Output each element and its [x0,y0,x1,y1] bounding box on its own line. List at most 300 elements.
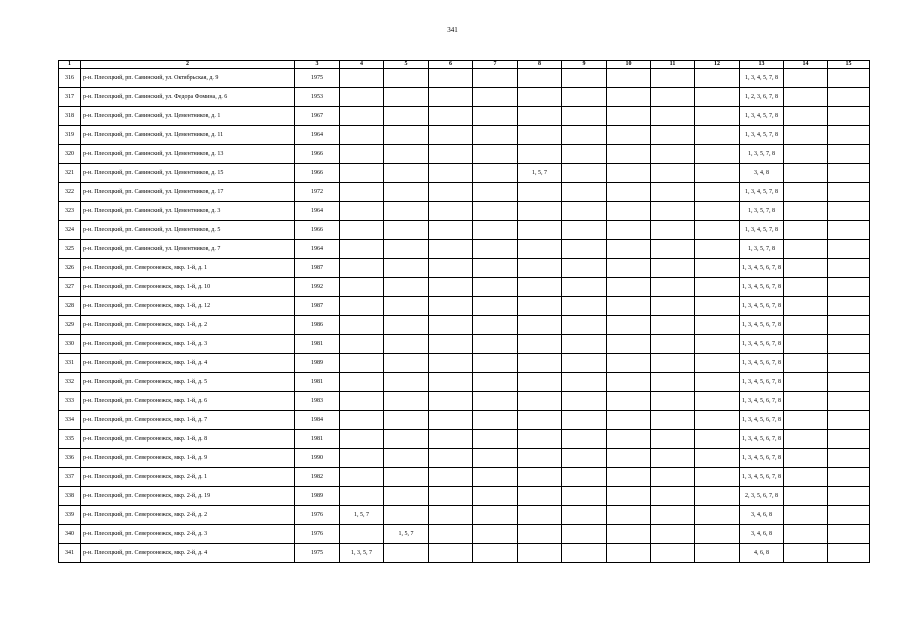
col-8-cell [518,126,562,145]
col-10-cell [607,525,651,544]
col-12-cell [695,373,740,392]
table-row [59,164,870,183]
address-cell: р-н. Плесецкий, рп. Североонежск, мкр. 1-й, д. 3 [81,335,295,354]
col-7-cell [473,373,518,392]
col-9-cell [562,468,607,487]
col-9-cell [562,183,607,202]
col-7-cell [473,506,518,525]
col-7-cell [473,278,518,297]
year-cell: 1982 [295,468,340,487]
table-row [59,69,870,88]
col-11-cell [651,69,695,88]
column-header: 7 [473,61,518,69]
col-10-cell [607,373,651,392]
row-number-cell: 338 [59,487,81,506]
row-number-cell: 336 [59,449,81,468]
year-cell: 1964 [295,240,340,259]
col-10-cell [607,278,651,297]
col-14-cell [784,430,828,449]
col-11-cell [651,487,695,506]
row-number-cell: 332 [59,373,81,392]
col-13-cell: 1, 3, 4, 5, 6, 7, 8 [740,335,784,354]
col-15-cell [828,240,870,259]
col-9-cell [562,449,607,468]
col-6-cell [429,506,473,525]
col-9-cell [562,373,607,392]
col-14-cell [784,544,828,563]
col-13-cell: 1, 3, 4, 5, 6, 7, 8 [740,392,784,411]
col-15-cell [828,392,870,411]
year-cell: 1987 [295,297,340,316]
col-14-cell [784,107,828,126]
col-15-cell [828,202,870,221]
col-8-cell [518,544,562,563]
col-6-cell [429,392,473,411]
col-8-cell [518,392,562,411]
address-cell: р-н. Плесецкий, рп. Североонежск, мкр. 2-й, д. 1 [81,468,295,487]
col-5-cell [384,468,429,487]
col-9-cell [562,221,607,240]
address-cell: р-н. Плесецкий, рп. Североонежск, мкр. 2-й, д. 2 [81,506,295,525]
col-5-cell [384,392,429,411]
col-11-cell [651,202,695,221]
column-header: 10 [607,61,651,69]
address-cell: р-н. Плесецкий, рп. Савинский, ул. Цементников, д. 11 [81,126,295,145]
col-15-cell [828,354,870,373]
row-number-cell: 331 [59,354,81,373]
col-6-cell [429,335,473,354]
row-number-cell: 316 [59,69,81,88]
table-body [59,69,870,563]
col-7-cell [473,430,518,449]
col-15-cell [828,297,870,316]
year-cell: 1986 [295,316,340,335]
col-12-cell [695,487,740,506]
col-11-cell [651,316,695,335]
col-10-cell [607,126,651,145]
col-13-cell: 1, 3, 4, 5, 6, 7, 8 [740,316,784,335]
col-7-cell [473,69,518,88]
col-8-cell [518,107,562,126]
col-11-cell [651,506,695,525]
col-5-cell [384,183,429,202]
col-12-cell [695,278,740,297]
col-4-cell: 1, 3, 5, 7 [340,544,384,563]
col-12-cell [695,107,740,126]
col-12-cell [695,240,740,259]
col-12-cell [695,449,740,468]
col-12-cell [695,316,740,335]
col-7-cell [473,392,518,411]
col-6-cell [429,278,473,297]
col-6-cell [429,145,473,164]
column-header: 2 [81,61,295,69]
year-cell: 1987 [295,259,340,278]
col-7-cell [473,544,518,563]
col-11-cell [651,107,695,126]
year-cell: 1966 [295,164,340,183]
address-cell: р-н. Плесецкий, рп. Савинский, ул. Цементников, д. 15 [81,164,295,183]
col-14-cell [784,525,828,544]
col-4-cell [340,297,384,316]
col-12-cell [695,411,740,430]
col-4-cell [340,278,384,297]
col-12-cell [695,544,740,563]
col-4-cell [340,392,384,411]
year-cell: 1992 [295,278,340,297]
col-13-cell: 1, 3, 4, 5, 6, 7, 8 [740,278,784,297]
col-8-cell [518,202,562,221]
col-4-cell [340,107,384,126]
address-cell: р-н. Плесецкий, рп. Североонежск, мкр. 1-й, д. 10 [81,278,295,297]
col-6-cell [429,240,473,259]
row-number-cell: 317 [59,88,81,107]
address-cell: р-н. Плесецкий, рп. Североонежск, мкр. 2-й, д. 19 [81,487,295,506]
col-7-cell [473,164,518,183]
col-5-cell [384,449,429,468]
header-row [59,61,870,69]
col-12-cell [695,88,740,107]
col-14-cell [784,411,828,430]
address-cell: р-н. Плесецкий, рп. Североонежск, мкр. 1-й, д. 5 [81,373,295,392]
col-5-cell [384,544,429,563]
col-4-cell: 1, 5, 7 [340,506,384,525]
col-7-cell [473,411,518,430]
col-12-cell [695,202,740,221]
col-5-cell [384,316,429,335]
col-4-cell [340,88,384,107]
col-10-cell [607,506,651,525]
col-13-cell: 1, 3, 4, 5, 7, 8 [740,221,784,240]
col-14-cell [784,183,828,202]
table-row [59,202,870,221]
col-9-cell [562,107,607,126]
table-row [59,278,870,297]
row-number-cell: 337 [59,468,81,487]
col-12-cell [695,506,740,525]
col-8-cell [518,430,562,449]
col-8-cell [518,145,562,164]
address-cell: р-н. Плесецкий, рп. Североонежск, мкр. 1-й, д. 2 [81,316,295,335]
col-11-cell [651,373,695,392]
year-cell: 1981 [295,373,340,392]
col-13-cell: 1, 3, 4, 5, 6, 7, 8 [740,354,784,373]
col-6-cell [429,183,473,202]
col-8-cell [518,487,562,506]
col-7-cell [473,525,518,544]
col-14-cell [784,69,828,88]
page-number: 341 [447,26,458,34]
col-10-cell [607,316,651,335]
address-cell: р-н. Плесецкий, рп. Североонежск, мкр. 1-й, д. 8 [81,430,295,449]
col-11-cell [651,392,695,411]
col-4-cell [340,164,384,183]
col-8-cell [518,354,562,373]
year-cell: 1981 [295,430,340,449]
col-9-cell [562,335,607,354]
row-number-cell: 339 [59,506,81,525]
col-14-cell [784,278,828,297]
col-13-cell: 3, 4, 6, 8 [740,506,784,525]
col-6-cell [429,373,473,392]
col-5-cell [384,126,429,145]
col-8-cell [518,88,562,107]
col-9-cell [562,202,607,221]
col-15-cell [828,164,870,183]
column-header: 12 [695,61,740,69]
column-header: 1 [59,61,81,69]
col-10-cell [607,164,651,183]
year-cell: 1967 [295,107,340,126]
col-12-cell [695,392,740,411]
col-9-cell [562,430,607,449]
col-6-cell [429,525,473,544]
row-number-cell: 326 [59,259,81,278]
col-8-cell: 1, 5, 7 [518,164,562,183]
col-10-cell [607,69,651,88]
col-12-cell [695,354,740,373]
table-row [59,145,870,164]
col-7-cell [473,449,518,468]
table-row [59,259,870,278]
col-6-cell [429,487,473,506]
col-9-cell [562,354,607,373]
col-13-cell: 1, 3, 4, 5, 6, 7, 8 [740,430,784,449]
col-10-cell [607,88,651,107]
col-8-cell [518,525,562,544]
col-5-cell [384,221,429,240]
col-5-cell [384,164,429,183]
col-7-cell [473,335,518,354]
col-13-cell: 1, 3, 4, 5, 7, 8 [740,69,784,88]
col-14-cell [784,506,828,525]
col-15-cell [828,107,870,126]
col-10-cell [607,544,651,563]
col-15-cell [828,69,870,88]
col-10-cell [607,202,651,221]
col-8-cell [518,221,562,240]
row-number-cell: 318 [59,107,81,126]
col-5-cell [384,69,429,88]
column-header: 3 [295,61,340,69]
table-row [59,221,870,240]
table-row [59,183,870,202]
col-6-cell [429,107,473,126]
address-cell: р-н. Плесецкий, рп. Североонежск, мкр. 1-й, д. 1 [81,259,295,278]
col-11-cell [651,126,695,145]
address-cell: р-н. Плесецкий, рп. Североонежск, мкр. 1-й, д. 7 [81,411,295,430]
col-13-cell: 1, 3, 4, 5, 6, 7, 8 [740,411,784,430]
address-cell: р-н. Плесецкий, рп. Североонежск, мкр. 2-й, д. 4 [81,544,295,563]
col-6-cell [429,354,473,373]
col-4-cell [340,468,384,487]
col-8-cell [518,316,562,335]
col-5-cell [384,354,429,373]
col-10-cell [607,221,651,240]
col-7-cell [473,145,518,164]
address-cell: р-н. Плесецкий, рп. Североонежск, мкр. 1-й, д. 9 [81,449,295,468]
col-7-cell [473,468,518,487]
col-10-cell [607,487,651,506]
col-15-cell [828,525,870,544]
address-cell: р-н. Плесецкий, рп. Савинский, ул. Цементников, д. 5 [81,221,295,240]
col-9-cell [562,506,607,525]
year-cell: 1989 [295,487,340,506]
col-13-cell: 3, 4, 8 [740,164,784,183]
col-12-cell [695,259,740,278]
table-row [59,240,870,259]
col-9-cell [562,544,607,563]
col-5-cell [384,202,429,221]
col-6-cell [429,468,473,487]
col-5-cell [384,430,429,449]
table-row [59,487,870,506]
col-10-cell [607,335,651,354]
column-header: 11 [651,61,695,69]
col-4-cell [340,221,384,240]
col-6-cell [429,69,473,88]
table-row [59,88,870,107]
col-11-cell [651,278,695,297]
col-4-cell [340,373,384,392]
row-number-cell: 327 [59,278,81,297]
col-14-cell [784,487,828,506]
col-10-cell [607,240,651,259]
col-9-cell [562,525,607,544]
col-14-cell [784,468,828,487]
col-7-cell [473,126,518,145]
column-header: 5 [384,61,429,69]
col-9-cell [562,487,607,506]
col-4-cell [340,487,384,506]
col-9-cell [562,259,607,278]
col-13-cell: 1, 3, 4, 5, 7, 8 [740,107,784,126]
col-14-cell [784,335,828,354]
col-15-cell [828,126,870,145]
col-15-cell [828,88,870,107]
col-14-cell [784,392,828,411]
col-7-cell [473,202,518,221]
col-12-cell [695,430,740,449]
col-7-cell [473,240,518,259]
col-12-cell [695,297,740,316]
col-8-cell [518,506,562,525]
table-row [59,506,870,525]
col-13-cell: 1, 3, 5, 7, 8 [740,202,784,221]
col-14-cell [784,316,828,335]
col-9-cell [562,69,607,88]
col-4-cell [340,183,384,202]
address-cell: р-н. Плесецкий, рп. Североонежск, мкр. 1-й, д. 6 [81,392,295,411]
col-13-cell: 1, 3, 4, 5, 7, 8 [740,126,784,145]
year-cell: 1964 [295,202,340,221]
col-14-cell [784,145,828,164]
col-4-cell [340,145,384,164]
row-number-cell: 330 [59,335,81,354]
col-9-cell [562,126,607,145]
col-5-cell [384,506,429,525]
table-row [59,525,870,544]
col-10-cell [607,183,651,202]
year-cell: 1976 [295,506,340,525]
col-4-cell [340,259,384,278]
col-12-cell [695,335,740,354]
col-9-cell [562,297,607,316]
col-15-cell [828,221,870,240]
address-cell: р-н. Плесецкий, рп. Североонежск, мкр. 2-й, д. 3 [81,525,295,544]
col-13-cell: 1, 3, 4, 5, 6, 7, 8 [740,468,784,487]
col-5-cell [384,88,429,107]
col-15-cell [828,449,870,468]
row-number-cell: 322 [59,183,81,202]
col-5-cell [384,259,429,278]
col-7-cell [473,88,518,107]
col-8-cell [518,183,562,202]
col-8-cell [518,240,562,259]
col-12-cell [695,145,740,164]
col-13-cell: 1, 3, 4, 5, 6, 7, 8 [740,449,784,468]
col-6-cell [429,164,473,183]
col-4-cell [340,202,384,221]
address-cell: р-н. Плесецкий, рп. Савинский, ул. Федора Фомина, д. 6 [81,88,295,107]
col-7-cell [473,183,518,202]
col-11-cell [651,468,695,487]
col-12-cell [695,183,740,202]
col-14-cell [784,449,828,468]
year-cell: 1989 [295,354,340,373]
row-number-cell: 328 [59,297,81,316]
table-row [59,335,870,354]
col-15-cell [828,316,870,335]
table-row [59,544,870,563]
col-13-cell: 1, 3, 4, 5, 6, 7, 8 [740,297,784,316]
table-row [59,297,870,316]
row-number-cell: 333 [59,392,81,411]
col-7-cell [473,221,518,240]
col-5-cell [384,240,429,259]
table-row [59,392,870,411]
col-7-cell [473,487,518,506]
col-6-cell [429,297,473,316]
row-number-cell: 340 [59,525,81,544]
col-11-cell [651,297,695,316]
year-cell: 1983 [295,392,340,411]
col-4-cell [340,335,384,354]
col-11-cell [651,449,695,468]
col-8-cell [518,449,562,468]
col-10-cell [607,468,651,487]
col-5-cell [384,107,429,126]
col-5-cell [384,411,429,430]
col-15-cell [828,506,870,525]
col-6-cell [429,411,473,430]
col-8-cell [518,373,562,392]
address-cell: р-н. Плесецкий, рп. Североонежск, мкр. 1-й, д. 4 [81,354,295,373]
col-11-cell [651,259,695,278]
year-cell: 1975 [295,69,340,88]
col-4-cell [340,69,384,88]
col-13-cell: 2, 3, 5, 6, 7, 8 [740,487,784,506]
row-number-cell: 321 [59,164,81,183]
col-5-cell [384,145,429,164]
col-6-cell [429,449,473,468]
col-6-cell [429,202,473,221]
col-14-cell [784,297,828,316]
col-7-cell [473,297,518,316]
col-10-cell [607,449,651,468]
col-10-cell [607,297,651,316]
col-15-cell [828,430,870,449]
